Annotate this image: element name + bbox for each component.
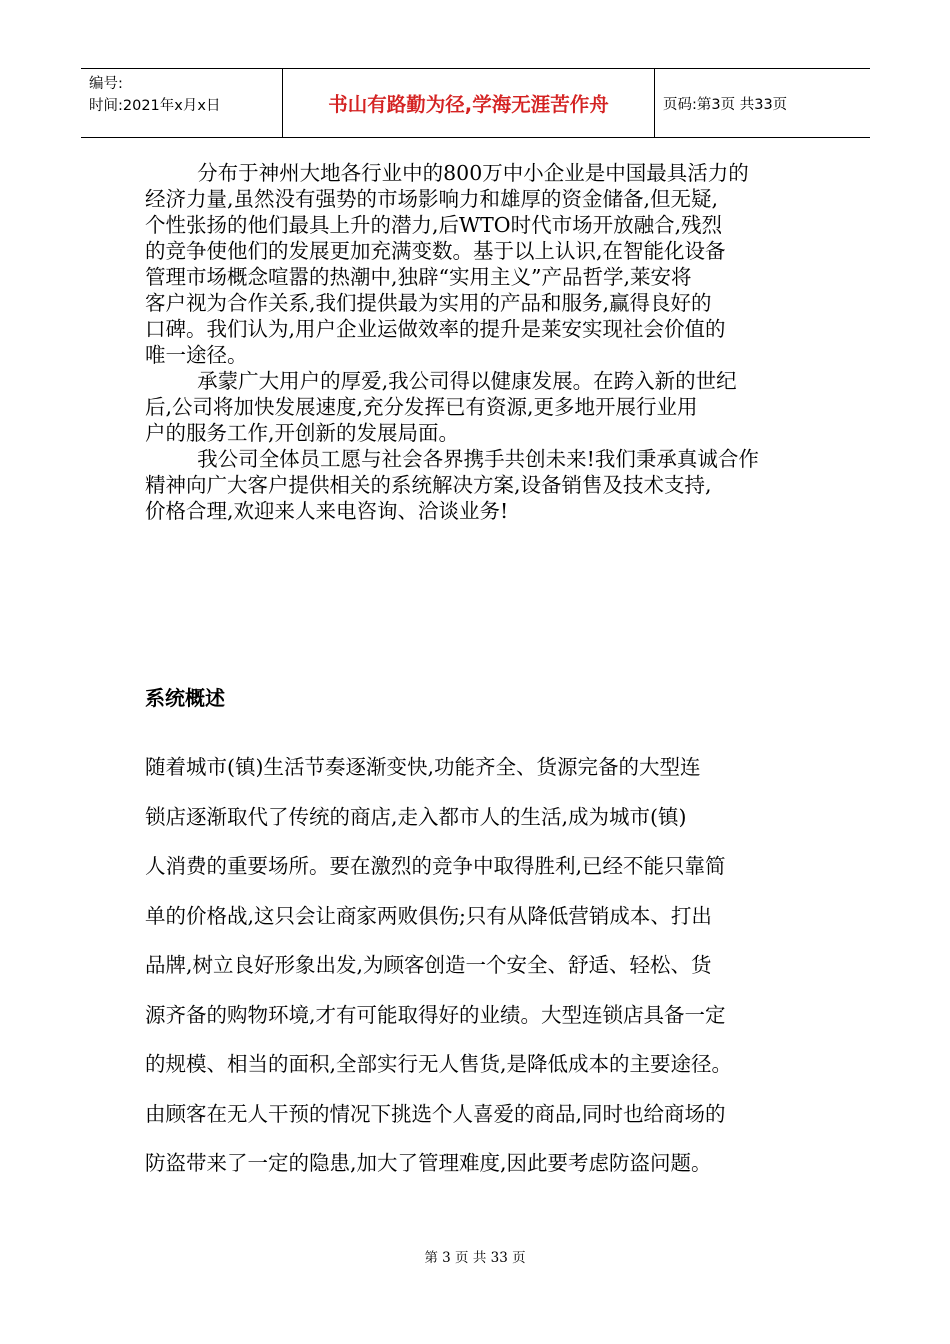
- header-meta: [81, 69, 283, 137]
- overview-line: 人消费的重要场所。要在激烈的竞争中取得胜利,已经不能只靠简: [145, 854, 726, 878]
- intro-paragraphs: [145, 160, 815, 524]
- intro-line: 户的服务工作,开创新的发展局面。: [145, 421, 460, 445]
- intro-line: 经济力量,虽然没有强势的市场影响力和雄厚的资金储备,但无疑,: [145, 187, 719, 211]
- intro-line: 后,公司将加快发展速度,充分发挥已有资源,更多地开展行业用: [145, 395, 698, 419]
- overview-line: 锁店逐渐取代了传统的商店,走入都市人的生活,成为城市(镇): [145, 804, 687, 829]
- intro-line: 管理市场概念喧嚣的热潮中,独辟“实用主义”产品哲学,莱安将: [145, 265, 692, 289]
- number-label: 编号:: [89, 76, 123, 92]
- intro-line: 精神向广大客户提供相关的系统解决方案,设备销售及技术支持,: [145, 473, 712, 497]
- intro-line: 的竞争使他们的发展更加充满变数。基于以上认识,在智能化设备: [145, 239, 726, 263]
- intro-line: 承蒙广大用户的厚爱,我公司得以健康发展。在跨入新的世纪: [145, 369, 737, 393]
- overview-paragraph: [145, 743, 825, 1189]
- overview-line: 由顾客在无人干预的情况下挑选个人喜爱的商品,同时也给商场的: [145, 1101, 726, 1126]
- intro-line: 个性张扬的他们最具上升的潜力,后WTO时代市场开放融合,残烈: [145, 213, 723, 237]
- intro-line: 客户视为合作关系,我们提供最为实用的产品和服务,赢得良好的: [145, 291, 712, 315]
- overview-line: 源齐备的购物环境,才有可能取得好的业绩。大型连锁店具备一定: [145, 1002, 726, 1027]
- overview-line: 随着城市(镇)生活节奏逐渐变快,功能齐全、货源完备的大型连: [145, 755, 701, 779]
- header-page-label: 页码:第3页 共33页: [663, 96, 788, 113]
- overview-line: 品牌,树立良好形象出发,为顾客创造一个安全、舒适、轻松、货: [145, 953, 712, 977]
- intro-line: 价格合理,欢迎来人来电咨询、洽谈业务!: [145, 499, 509, 523]
- time-label: 时间:2021年x月x日: [89, 98, 221, 114]
- intro-line: 分布于神州大地各行业中的800万中小企业是中国最具活力的: [145, 161, 749, 185]
- overview-line: 单的价格战,这只会让商家两败俱伤;只有从降低营销成本、打出: [145, 903, 712, 928]
- intro-line: 唯一途径。: [145, 343, 248, 367]
- overview-line: 的规模、相当的面积,全部实行无人售货,是降低成本的主要途径。: [145, 1052, 733, 1076]
- intro-line: 口碑。我们认为,用户企业运做效率的提升是莱安实现社会价值的: [145, 317, 726, 341]
- overview-line: 防盗带来了一定的隐患,加大了管理难度,因此要考虑防盗问题。: [145, 1151, 712, 1175]
- page-footer: 第 3 页 共 33 页: [424, 1250, 526, 1266]
- section-title: 系统概述: [145, 686, 225, 710]
- header-table: [81, 68, 870, 138]
- intro-line: 我公司全体员工愿与社会各界携手共创未来!我们秉承真诚合作: [145, 447, 759, 471]
- header-motto: 书山有路勤为径,学海无涯苦作舟: [283, 69, 655, 137]
